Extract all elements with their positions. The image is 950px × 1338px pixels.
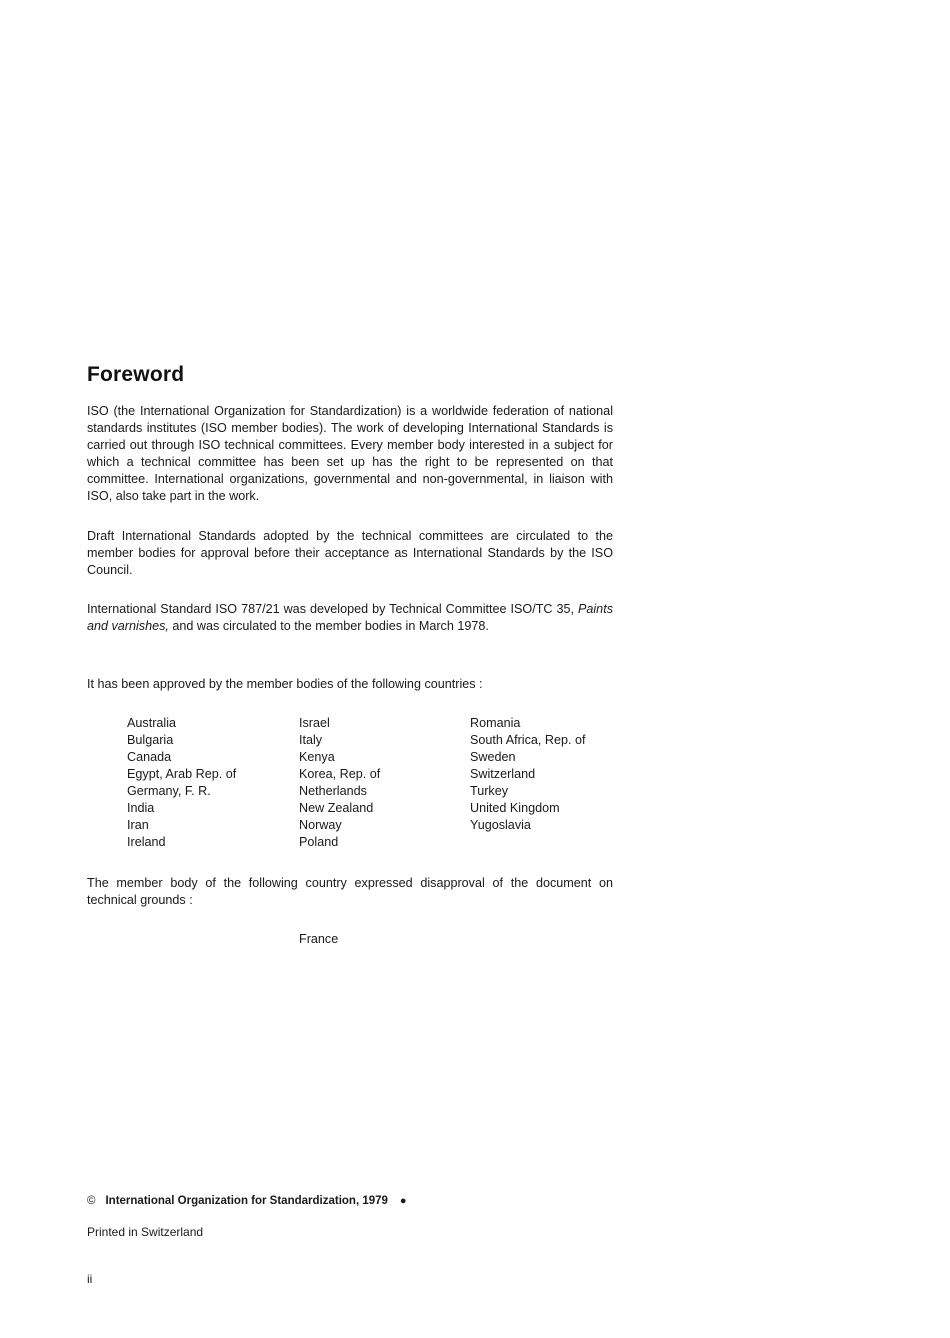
paragraph-draft-standards: Draft International Standards adopted by the technical committees are circulated to the member bodies for approval before their acceptance as International Standards by the ISO Council.: [87, 529, 613, 577]
country-name: Korea, Rep. of: [299, 767, 381, 781]
country-name: Yugoslavia: [470, 818, 531, 832]
country-name: Romania: [470, 716, 521, 730]
paragraph-approval-intro: It has been approved by the member bodies of the following countries :: [87, 677, 483, 691]
country-name: Italy: [299, 733, 323, 747]
country-column-1: [127, 715, 236, 851]
country-name: Bulgaria: [127, 733, 174, 747]
country-name: Iran: [127, 818, 149, 832]
country-name: Turkey: [470, 784, 509, 798]
paragraph-text: and was circulated to the member bodies in March 1978.: [168, 619, 489, 633]
country-name: Israel: [299, 716, 330, 730]
printed-in-note: Printed in Switzerland: [87, 1225, 204, 1239]
country-name: Germany, F. R.: [127, 784, 211, 798]
country-name: Poland: [299, 835, 339, 849]
country-column-3: [470, 715, 586, 834]
country-name: Canada: [127, 750, 172, 764]
paragraph-text: International Standard ISO 787/21 was developed by Technical Committee ISO/TC 35,: [87, 602, 578, 616]
copyright-text: International Organization for Standardization, 1979: [105, 1195, 388, 1207]
page-number: ii: [87, 1272, 93, 1286]
country-name: South Africa, Rep. of: [470, 733, 586, 747]
country-name: Netherlands: [299, 784, 367, 798]
country-name: Sweden: [470, 750, 516, 764]
paragraph-disapproval-intro: The member body of the following country expressed disapproval of the document on technical grounds :: [87, 876, 613, 907]
country-name: India: [127, 801, 155, 815]
country-column-2: [299, 715, 380, 851]
country-name: Australia: [127, 716, 176, 730]
paragraph-iso-intro: ISO (the International Organization for Standardization) is a worldwide federation of national standards institutes (ISO member bodies). The work of developing International Standards is carried out through ISO technical committees. Every member body interested in a subject for which a technical committee has been set up has the right to be represented on that committee. International organizations, governmental and non-governmental, in liaison with ISO, also take part in the work.: [87, 404, 613, 503]
country-name: Egypt, Arab Rep. of: [127, 767, 237, 781]
bullet-icon: ●: [399, 1195, 407, 1207]
page-title: Foreword: [87, 363, 185, 386]
country-name: Switzerland: [470, 767, 536, 781]
country-name: Ireland: [127, 835, 166, 849]
paragraph-standard-development: [87, 601, 613, 635]
copyright-line: [87, 1194, 407, 1209]
country-name: Kenya: [299, 750, 335, 764]
copyright-icon: ©: [87, 1195, 96, 1207]
disapproving-country: France: [299, 932, 339, 946]
country-name: Norway: [299, 818, 342, 832]
country-name: New Zealand: [299, 801, 374, 815]
country-name: United Kingdom: [470, 801, 560, 815]
committee-title: Paints and varnishes,: [87, 602, 613, 633]
